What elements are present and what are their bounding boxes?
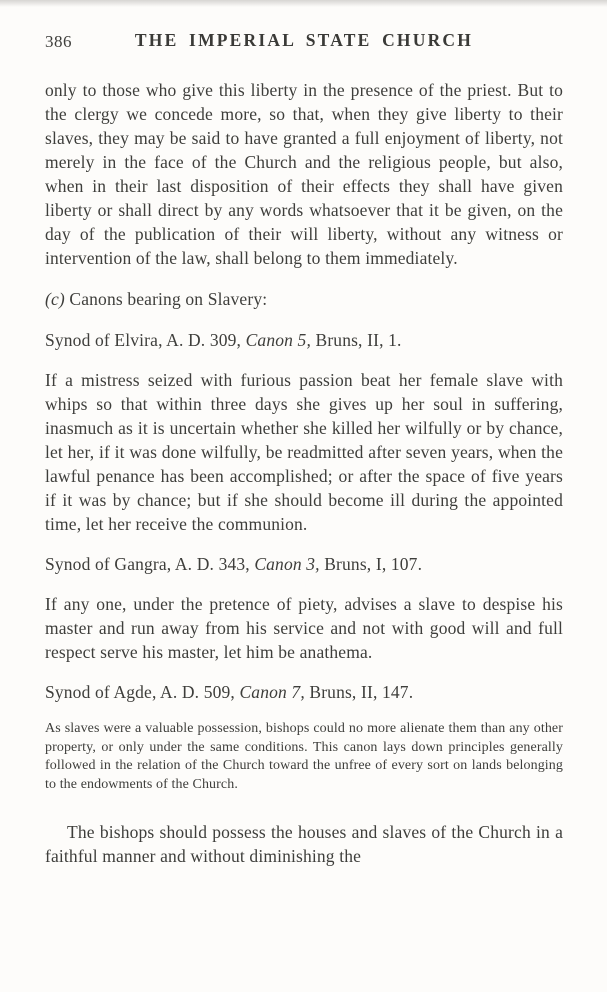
citation-text-post: Bruns, I, 107. [324, 554, 423, 574]
citation-synod-elvira [45, 328, 563, 352]
citation-text-post: Bruns, II, 1. [315, 330, 402, 350]
paragraph-closing: The bishops should possess the houses and slaves of the Church in a faithful manner and without diminishing the [45, 822, 563, 866]
citation-canon: Canon 7, [239, 682, 305, 702]
section-heading-text: Canons bearing on Slavery: [69, 289, 268, 309]
section-label: (c) [45, 289, 65, 309]
citation-text-pre: Synod of Agde, A. D. 509, [45, 682, 235, 702]
citation-synod-agde [45, 680, 563, 704]
citation-text-post: Bruns, II, 147. [309, 682, 414, 702]
citation-canon: Canon 3, [254, 554, 320, 574]
citation-canon: Canon 5, [245, 330, 311, 350]
running-header [45, 30, 563, 58]
paragraph-gangra-canon: If any one, under the pretence of piety, advises a slave to despise his master and run away from his service and not with good will and full respect serve his master, let him be anathema. [45, 594, 563, 662]
citation-synod-gangra [45, 552, 563, 576]
running-title: THE IMPERIAL STATE CHURCH [134, 30, 474, 50]
note-small-print: As slaves were a valuable possession, bishops could no more alienate them than any other property, or only under the same conditions. This canon lays down principles generally followed in the relation of the Church toward the unfree of every sort on lands belonging to the endowments of the Church. [45, 721, 563, 792]
citation-text-pre: Synod of Gangra, A. D. 343, [45, 554, 250, 574]
paragraph-elvira-canon: If a mistress seized with furious passion beat her female slave with whips so that within three days she gives up her soul in suffering, inasmuch as it is uncertain whether she killed her wilfully or by chance, let her, if it was done wilfully, be readmitted after seven years, when the lawful penance has been accomplished; or after the space of five years if it was by chance; but if she should become ill during the appointed time, let her receive the communion. [45, 370, 563, 534]
page-number: 386 [45, 32, 72, 51]
paragraph-continuation: only to those who give this liberty in the presence of the priest. But to the clergy we concede more, so that, when they give liberty to their slaves, they may be said to have granted a full enjoyment of liberty, not merely in the face of the Church and the religious people, but also, when in their last disposition of their effects they shall have given liberty or shall direct by any words whatsoever that it be given, on the day of the publication of their will liberty, without any witness or intervention of the law, shall belong to them immediately. [45, 80, 563, 268]
section-heading [45, 287, 563, 311]
citation-text-pre: Synod of Elvira, A. D. 309, [45, 330, 242, 350]
